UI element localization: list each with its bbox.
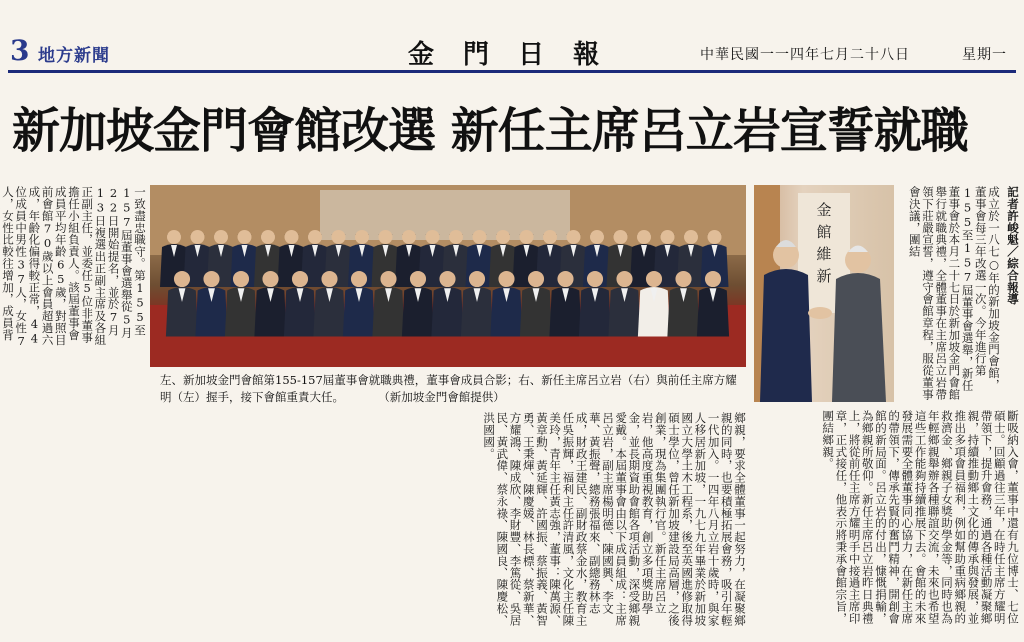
article-column-right-top: 成立於一八七○年的新加坡金門會館，董事會每三年改選一次。今年進行第155至157屆董事會選舉，新任董事會於本月二十七日於新加坡金門會館舉行就職典禮，全體董事在主席呂立岩帶領下莊嚴宣誓，遵守會館章程，服從董事會決議，團結 <box>907 186 1001 401</box>
article-column-right-bottom: 斷吸納入會，董事中還有九位博士、七位碩士。回顧過往三年，在時任主席方耀明帶領下，提升會務，通過各種活動凝聚鄉親，持續推動鄉土文化的傳承與發展，並推出多項會員福利，例如幫助重病鄉親的救濟金、鄉親子女獎助學金等，同時也為年輕鄉親舉辦各種聯誼交流，未來也希望這些工作能夠持續推展下去。會館的未來發展需要全體董事同心協力，在新任主席的帶領下，傳承先賢的奮鬥精神，開創會館的新局面。呂立岩的付出，慷慨捐輸，為鄉親所敬仰。新任主席呂立岩昨日典禮上，將從前任主席方耀明手中接過主席印章，正式接任，他表示將秉承會館宗旨，團結鄉親。 <box>821 410 1020 625</box>
photo-caption <box>160 372 746 406</box>
caption-credit: （新加坡金門會館提供） <box>384 390 505 404</box>
masthead: 金 門 日 報 <box>408 40 610 70</box>
issue-weekday: 星期一 <box>962 47 1007 63</box>
plaque-char-2: 館 <box>816 223 832 241</box>
section-title: 地方新聞 <box>38 46 110 66</box>
plaque-char-4: 新 <box>816 267 832 285</box>
headline: 新加坡金門會館改選 新任主席呂立岩宣誓就職 <box>12 103 968 159</box>
byline: 記者許峻魁／綜合報導 <box>1006 186 1020 305</box>
group-photo-illustration <box>150 185 746 367</box>
article-column-middle-top: 一致盡忠職守。第155至157屆董事會選舉從5月22日開始提名，並於7月13日複選出正副主席及各組正副主任，並委任5位非董事擔任小組負責人。該屆董事會成員平均年齡65歲，對照目前會館70歲以上會員超過六成，年齡化偏得較正常，44位成員中男性37人，女性7人，女性比較往增加，成員背 <box>0 186 147 349</box>
page-number: 3 <box>10 34 30 67</box>
article-column-middle-bottom: 鄉親，要求全體董事一起努力，在凝聚鄉親的同時，也要積極拓展會務，吸引年輕一代加入。一四年八月立岩十歲時，與家人移居新加坡，一九七九年畢業於新加坡國立大學土木工程系，後至英國進修取得碩士學位，曾任新加坡建設局高層，之後創業，現為集團執行官。新任主席呂立岩，他高度重視教育，創立多項獎助學金，並長期資助會館各項活動，深受鄉親愛戴。本屆董事會由以下成員組成：主席呂立岩，副主席楊明德、陳國興、李文華、黃振聲，總務張福來、副總務林志成，財政王建民、副財政蔡金水，教育主任吳振輝，福利主任許清風，文化主任陳美玲，青年主任黃志強，董事：陳萬源、黃章勳、黃延輝、許國振、蔡振義、黃智勇、王秉煇、陳慶媛、林長標、蔡新華、方耀鴻、陳成欣、李財豐、李篤從、吳居民、黃武偉、蔡永祿、陳國良、陳慶松、洪國國。 <box>482 412 747 627</box>
header-rule <box>8 70 1016 73</box>
group-photo <box>150 185 746 367</box>
issue-date: 中華民國一一四年七月二十八日 <box>700 47 910 63</box>
plaque-char-3: 維 <box>816 245 832 263</box>
plaque-char-1: 金 <box>816 201 832 219</box>
handshake-photo <box>754 185 894 402</box>
handshake-photo-illustration <box>754 185 894 402</box>
caption-text: 左、新加坡金門會館第155-157屆董事會就職典禮，董事會成員合影；右、新任主席呂立岩（右）與前任主席方耀明（左）握手，接下會館重責大任。 <box>160 373 737 404</box>
